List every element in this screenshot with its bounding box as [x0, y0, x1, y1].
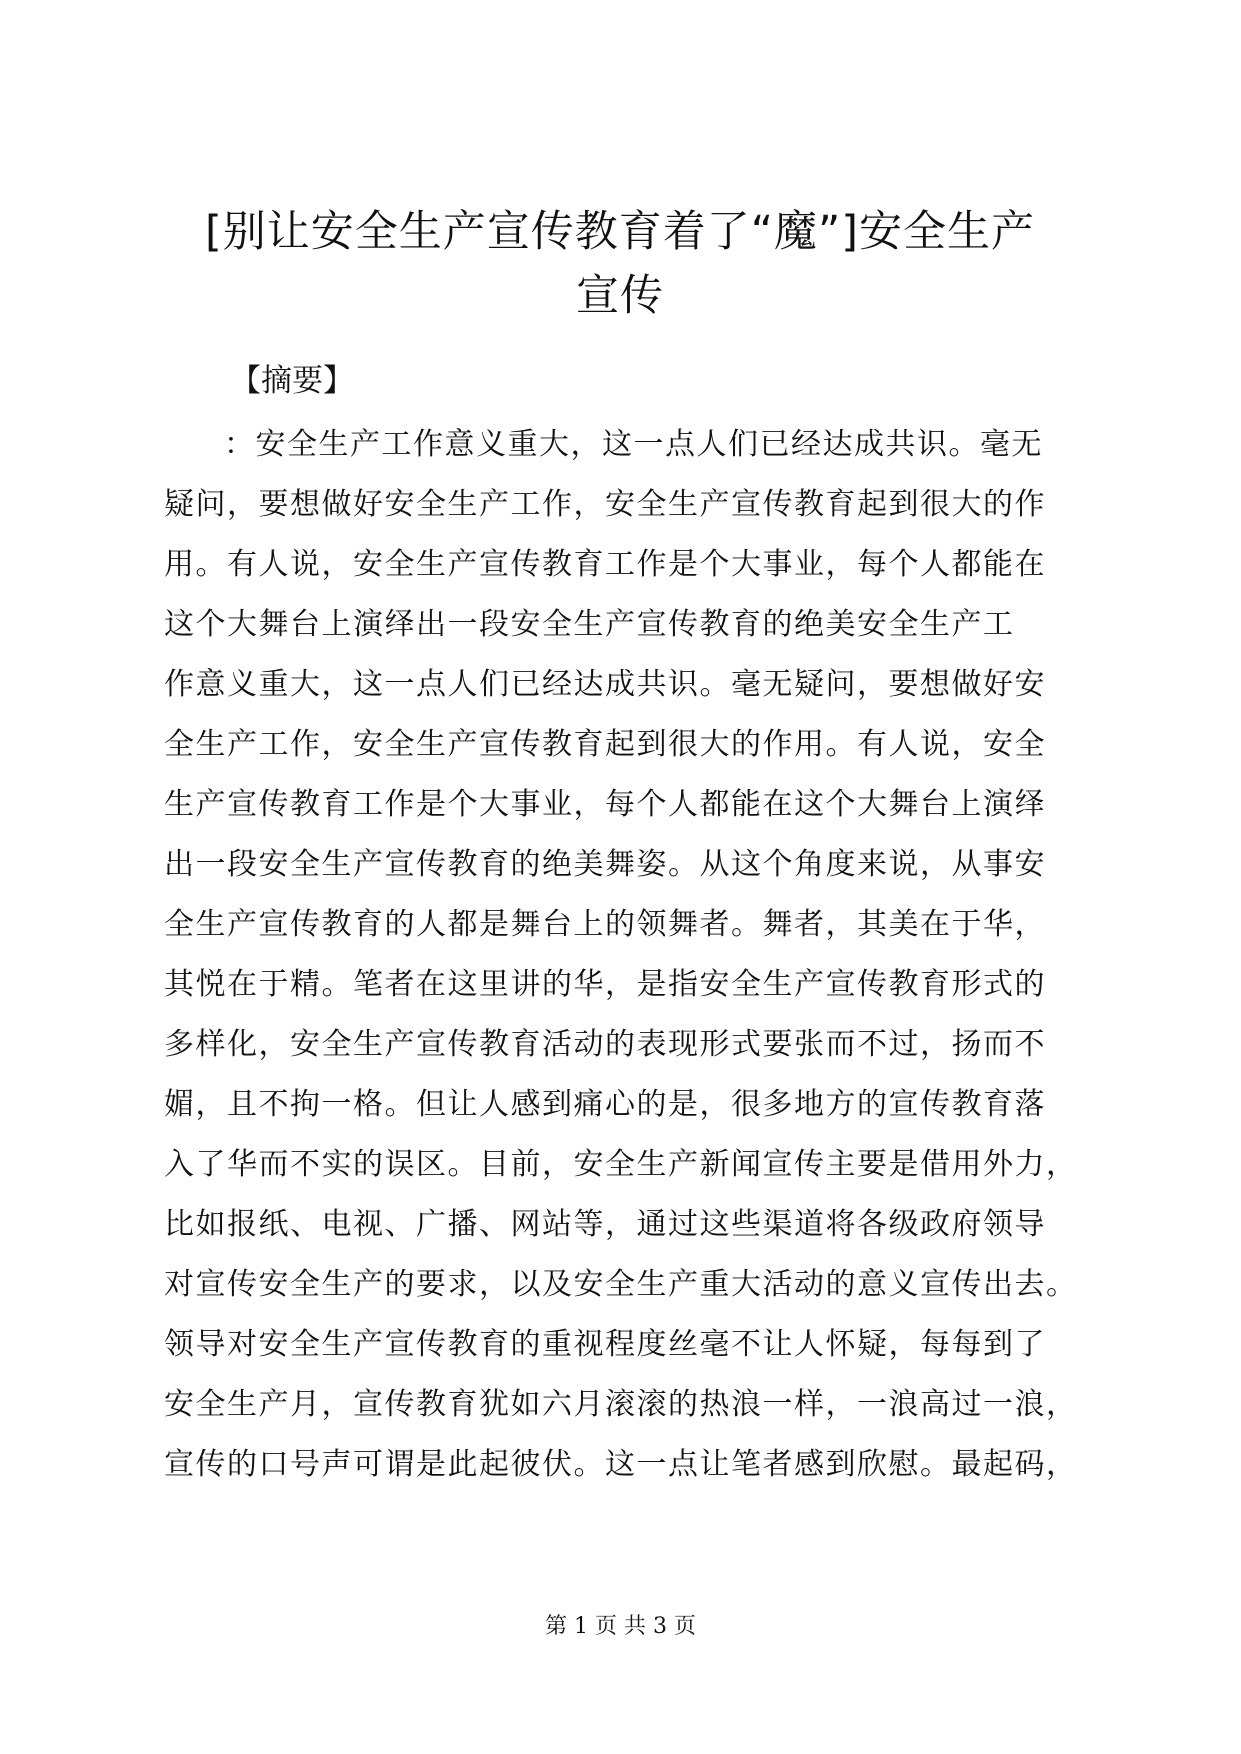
- body-line: 用。有人说，安全生产宣传教育工作是个大事业，每个人都能在: [164, 547, 1046, 582]
- body-line: 疑问，要想做好安全生产工作，安全生产宣传教育起到很大的作: [164, 487, 1046, 522]
- body-line: ：安全生产工作意义重大，这一点人们已经达成共识。毫无: [224, 427, 1043, 462]
- body-line: 入了华而不实的误区。目前，安全生产新闻宣传主要是借用外力，: [164, 1147, 1078, 1182]
- body-line: 这个大舞台上演绎出一段安全生产宣传教育的绝美安全生产工: [164, 607, 1015, 642]
- document-title: [150, 200, 1090, 328]
- document-title-line: 宣传: [576, 271, 664, 321]
- body-line: 安全生产月，宣传教育犹如六月滚滚的热浪一样，一浪高过一浪，: [164, 1387, 1078, 1422]
- abstract-body: [164, 415, 1094, 1495]
- document-title-line: [别让安全生产宣传教育着了“魔”]安全生产: [204, 207, 1036, 257]
- body-line: 全生产工作，安全生产宣传教育起到很大的作用。有人说，安全: [164, 727, 1046, 762]
- body-line: 生产宣传教育工作是个大事业，每个人都能在这个大舞台上演绎: [164, 787, 1046, 822]
- body-line: 比如报纸、电视、广播、网站等，通过这些渠道将各级政府领导: [164, 1207, 1046, 1242]
- abstract-heading: 【摘要】: [230, 363, 354, 399]
- body-line: 其悦在于精。笔者在这里讲的华，是指安全生产宣传教育形式的: [164, 967, 1046, 1002]
- body-line: 多样化，安全生产宣传教育活动的表现形式要张而不过，扬而不: [164, 1027, 1046, 1062]
- body-line: 媚，且不拘一格。但让人感到痛心的是，很多地方的宣传教育落: [164, 1087, 1046, 1122]
- body-line: 宣传的口号声可谓是此起彼伏。这一点让笔者感到欣慰。最起码，: [164, 1447, 1078, 1482]
- body-line: 对宣传安全生产的要求，以及安全生产重大活动的意义宣传出去。: [164, 1267, 1078, 1302]
- body-line: 领导对安全生产宣传教育的重视程度丝毫不让人怀疑，每每到了: [164, 1327, 1046, 1362]
- page-number-footer: 第 1 页 共 3 页: [545, 1614, 696, 1639]
- body-line: 出一段安全生产宣传教育的绝美舞姿。从这个角度来说，从事安: [164, 847, 1046, 882]
- body-line: 全生产宣传教育的人都是舞台上的领舞者。舞者，其美在于华，: [164, 907, 1046, 942]
- body-line: 作意义重大，这一点人们已经达成共识。毫无疑问，要想做好安: [164, 667, 1046, 702]
